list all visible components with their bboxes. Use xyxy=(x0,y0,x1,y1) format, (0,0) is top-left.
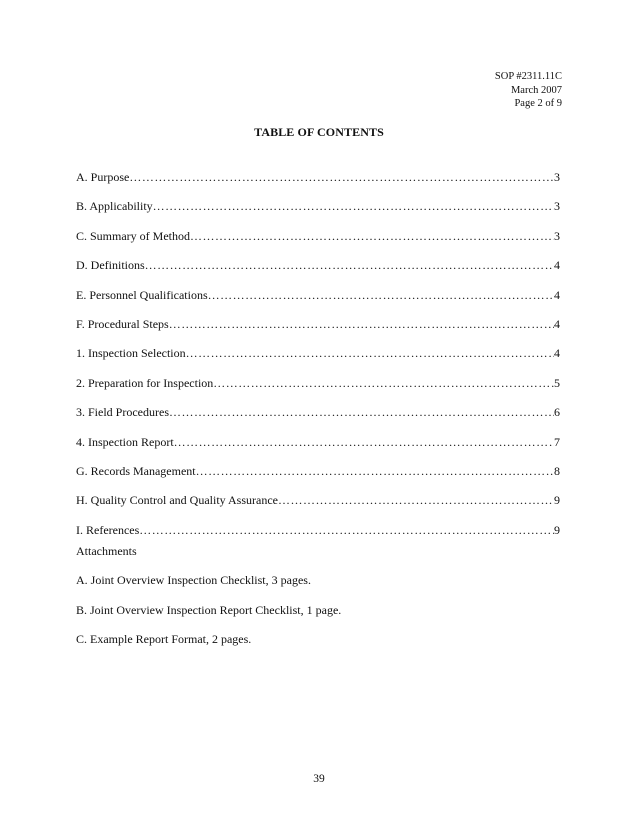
toc-entry-preparation-for-inspection xyxy=(76,375,560,404)
page-number: 39 xyxy=(313,773,325,785)
toc-entry-page: 4 xyxy=(554,258,560,273)
toc-entry-procedural-steps xyxy=(76,316,560,345)
toc-entry-label: I. References xyxy=(76,522,140,537)
toc-entry-page: 3 xyxy=(554,170,560,184)
document-header xyxy=(495,70,562,111)
toc-entry-label: A. Purpose xyxy=(76,170,130,184)
toc-entry-applicability xyxy=(76,198,560,227)
toc-dot-leader xyxy=(213,375,554,391)
toc-entry-label: 1. Inspection Selection xyxy=(76,346,186,361)
toc-entry-summary-of-method xyxy=(76,228,560,257)
toc-entry-page: 9 xyxy=(554,522,560,537)
toc-entry-page: 7 xyxy=(554,434,560,449)
toc-entry-label: 2. Preparation for Inspection xyxy=(76,375,214,390)
toc-dot-leader xyxy=(190,228,554,244)
toc-entry-label: 4. Inspection Report xyxy=(76,434,174,449)
sop-number: SOP #2311.11C xyxy=(494,71,562,82)
toc-entry-purpose xyxy=(76,169,560,198)
page-of-count: Page 2 of 9 xyxy=(514,98,562,109)
toc-dot-leader xyxy=(278,492,554,508)
toc-entry-quality-control xyxy=(76,492,560,521)
attachment-item: B. Joint Overview Inspection Report Checklist, 1 page. xyxy=(76,602,342,617)
toc-entry-page: 3 xyxy=(554,228,560,243)
toc-dot-leader xyxy=(169,316,554,332)
toc-entry-records-management xyxy=(76,463,560,492)
toc-entry-page: 8 xyxy=(554,463,560,478)
toc-entry-inspection-selection xyxy=(76,345,560,374)
document-date: March 2007 xyxy=(510,84,562,96)
toc-entry-field-procedures xyxy=(76,404,560,433)
toc-entry-page: 9 xyxy=(554,493,560,508)
toc-dot-leader xyxy=(139,522,554,538)
toc-dot-leader xyxy=(186,345,554,361)
attachment-item: A. Joint Overview Inspection Checklist, 3 pages. xyxy=(76,573,311,588)
toc-dot-leader xyxy=(196,463,554,479)
toc-dot-leader xyxy=(145,257,554,273)
toc-entry-label: H. Quality Control and Quality Assurance xyxy=(76,493,278,508)
toc-dot-leader xyxy=(129,169,554,185)
toc-entry-inspection-report xyxy=(76,434,560,463)
toc-title: TABLE OF CONTENTS xyxy=(254,125,384,139)
toc-entry-label: G. Records Management xyxy=(76,463,196,478)
toc-dot-leader xyxy=(169,404,554,420)
toc-entry-personnel-qualifications xyxy=(76,287,560,316)
toc-dot-leader xyxy=(174,434,554,450)
toc-entry-page: 4 xyxy=(554,316,560,331)
toc-entry-page: 6 xyxy=(554,405,560,420)
attachment-item: C. Example Report Format, 2 pages. xyxy=(76,632,252,647)
toc-entry-label: B. Applicability xyxy=(76,199,153,214)
toc-entry-page: 4 xyxy=(554,346,560,361)
toc-entry-label: F. Procedural Steps xyxy=(76,316,169,331)
toc-dot-leader xyxy=(208,287,554,303)
toc-entry-page: 3 xyxy=(554,199,560,214)
toc-entry-page: 4 xyxy=(554,287,560,302)
toc-entry-label: 3. Field Procedures xyxy=(76,405,169,420)
toc-entry-label: D. Definitions xyxy=(76,258,145,273)
toc-dot-leader xyxy=(153,198,554,214)
toc-entry-label: E. Personnel Qualifications xyxy=(76,287,208,302)
toc-list xyxy=(76,169,560,551)
attachments-section xyxy=(76,543,560,661)
toc-entry-definitions xyxy=(76,257,560,286)
toc-entry-page: 5 xyxy=(554,375,560,390)
attachments-heading: Attachments xyxy=(76,544,137,558)
toc-entry-label: C. Summary of Method xyxy=(76,228,190,243)
